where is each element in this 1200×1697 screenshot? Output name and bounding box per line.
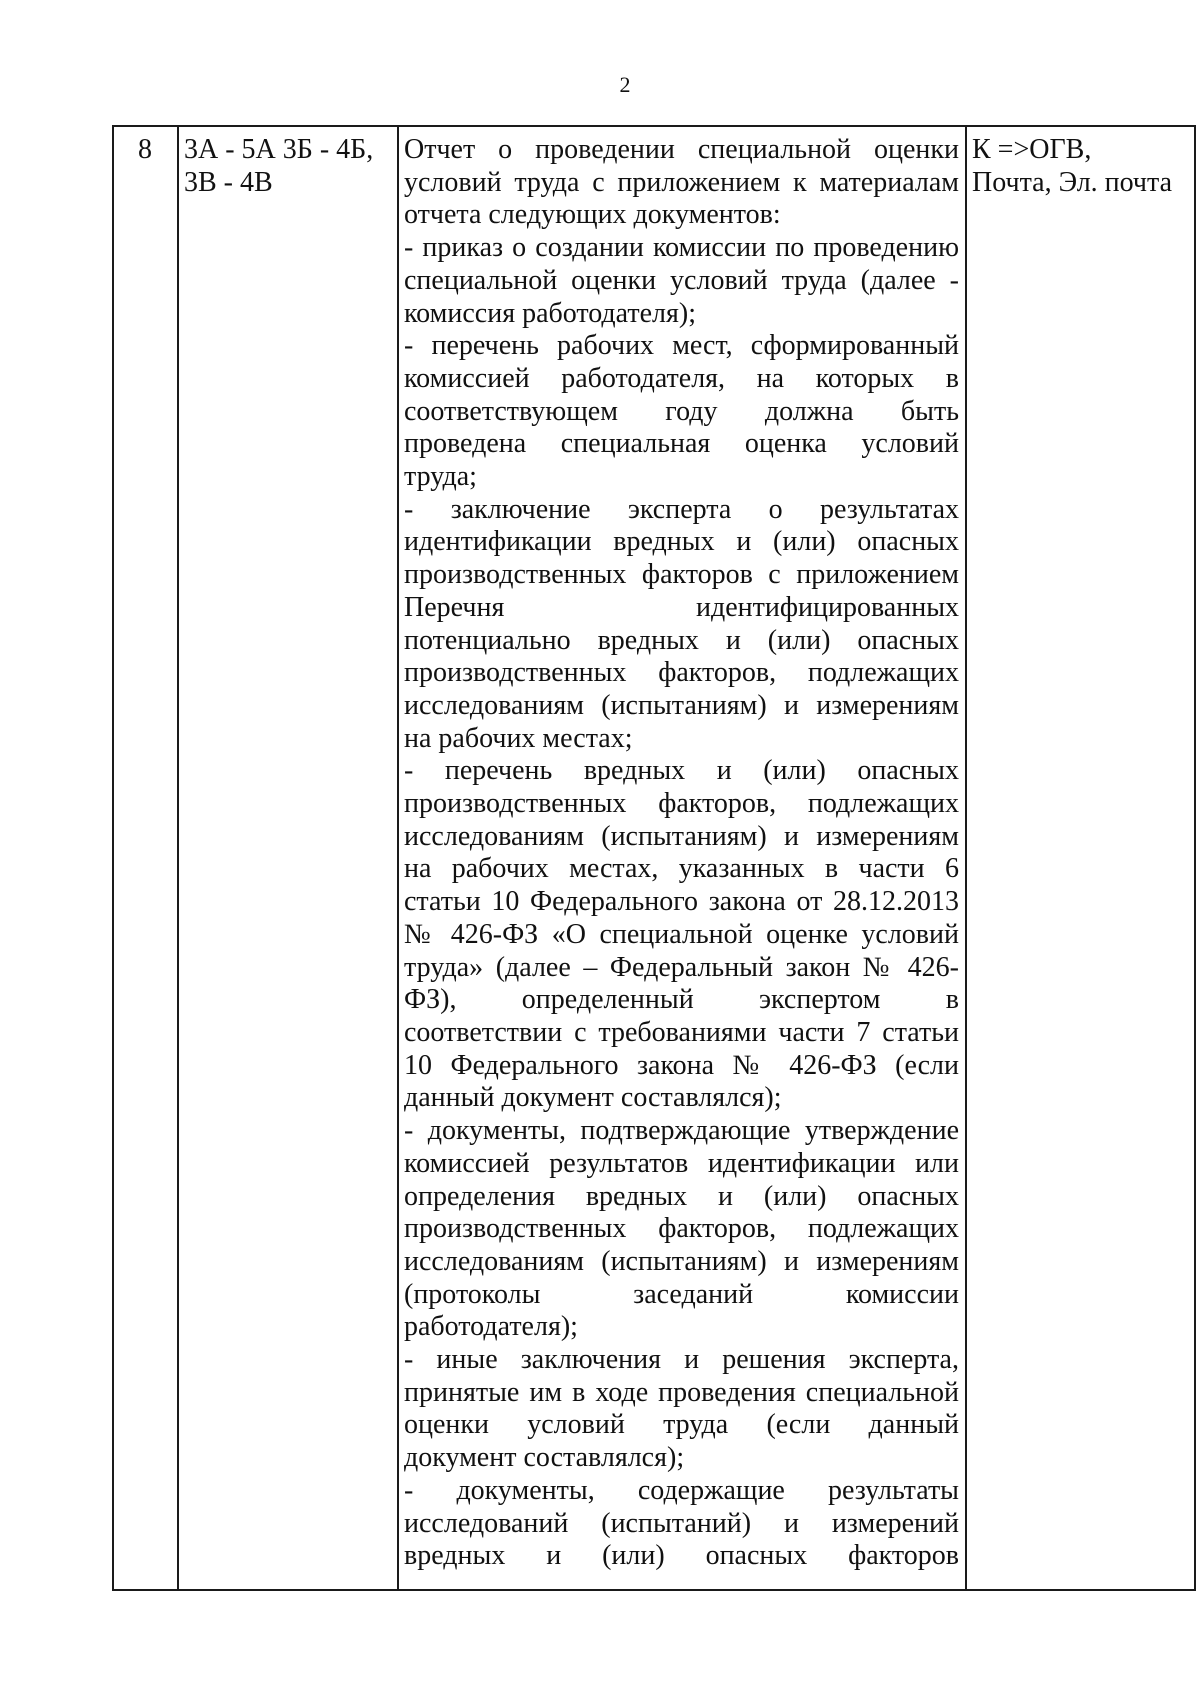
description-line: - заключение эксперта о результатах [404,493,959,525]
description-line: исследованиям (испытаниям) и измерениям [404,689,959,721]
row-number: 8 [138,134,152,165]
description-line: - документы, подтверждающие утверждение [404,1115,959,1147]
categories-cell [178,126,398,1590]
description-line: № 426-ФЗ «О специальной оценке условий [404,918,959,950]
description-paragraph [404,232,959,330]
description-paragraph [404,330,959,494]
description-line: идентификации вредных и (или) опасных [404,526,959,558]
description-line: - перечень вредных и (или) опасных [404,755,959,787]
description-line: труда; [404,461,477,493]
description-line: работодателя); [404,1311,578,1343]
description-line: комиссией работодателя, на которых в [404,362,959,394]
description-line: соответствии с требованиями части 7 статьи [404,1016,959,1048]
description-line: труда» (далее – Федеральный закон № 426- [404,951,959,983]
description-text [404,134,959,1573]
description-line: вредных и (или) опасных факторов [404,1540,959,1572]
description-line: проведена специальная оценка условий [404,428,959,460]
description-line: - приказ о создании комиссии по проведению [404,232,959,264]
description-line: определения вредных и (или) опасных [404,1180,959,1212]
description-line: исследованиям (испытаниям) и измерениям [404,820,959,852]
description-line: Отчет о проведении специальной оценки [404,134,959,165]
description-line: исследованиям (испытаниям) и измерениям [404,1245,959,1277]
row-number-cell [113,126,178,1590]
destination-line: Почта, Эл. почта [972,166,1173,198]
description-line: - перечень рабочих мест, сформированный [404,330,959,362]
description-line: 10 Федерального закона № 426-ФЗ (если [404,1049,959,1081]
description-line: специальной оценки условий труда (далее - [404,264,959,296]
description-cell [398,126,966,1590]
description-line: на рабочих местах, указанных в части 6 [404,853,959,885]
description-paragraph [404,494,959,756]
description-paragraph [404,134,959,232]
categories-line: 3А - 5А 3Б - 4Б, [184,134,374,165]
description-paragraph [404,755,959,1115]
description-line: - документы, содержащие результаты [404,1474,959,1506]
description-line: документ составлялся); [404,1442,685,1474]
description-line: комиссия работодателя); [404,297,697,329]
table-row [113,126,1195,1590]
description-line: условий труда с приложением к материалам [404,166,959,198]
document-table [112,125,1196,1591]
description-line: принятые им в ходе проведения специальной [404,1376,959,1408]
description-line: отчета следующих документов: [404,199,781,231]
description-line: производственных факторов, подлежащих [404,657,959,689]
destination-line: К =>ОГВ, [972,134,1092,165]
description-line: производственных факторов с приложением [404,559,959,591]
description-line: ФЗ), определенный экспертом в [404,984,959,1016]
description-line: соответствующем году должна быть [404,395,959,427]
categories-line: 3В - 4В [184,166,273,198]
description-paragraph [404,1475,959,1573]
description-line: - иные заключения и решения эксперта, [404,1344,959,1376]
page-number: 2 [619,72,631,97]
description-line: на рабочих местах; [404,722,633,754]
description-line: данный документ составлялся); [404,1082,782,1114]
destination-cell [966,126,1195,1590]
description-paragraph [404,1344,959,1475]
description-line: производственных факторов, подлежащих [404,1213,959,1245]
description-line: (протоколы заседаний комиссии [404,1278,959,1310]
description-line: статьи 10 Федерального закона от 28.12.2013 [404,886,959,918]
description-line: оценки условий труда (если данный [404,1409,959,1441]
description-paragraph [404,1115,959,1344]
description-line: потенциально вредных и (или) опасных [404,624,959,656]
description-line: исследований (испытаний) и измерений [404,1507,959,1539]
description-line: производственных факторов, подлежащих [404,788,959,820]
description-line: комиссией результатов идентификации или [404,1147,959,1179]
description-line: Перечня идентифицированных [404,591,959,623]
